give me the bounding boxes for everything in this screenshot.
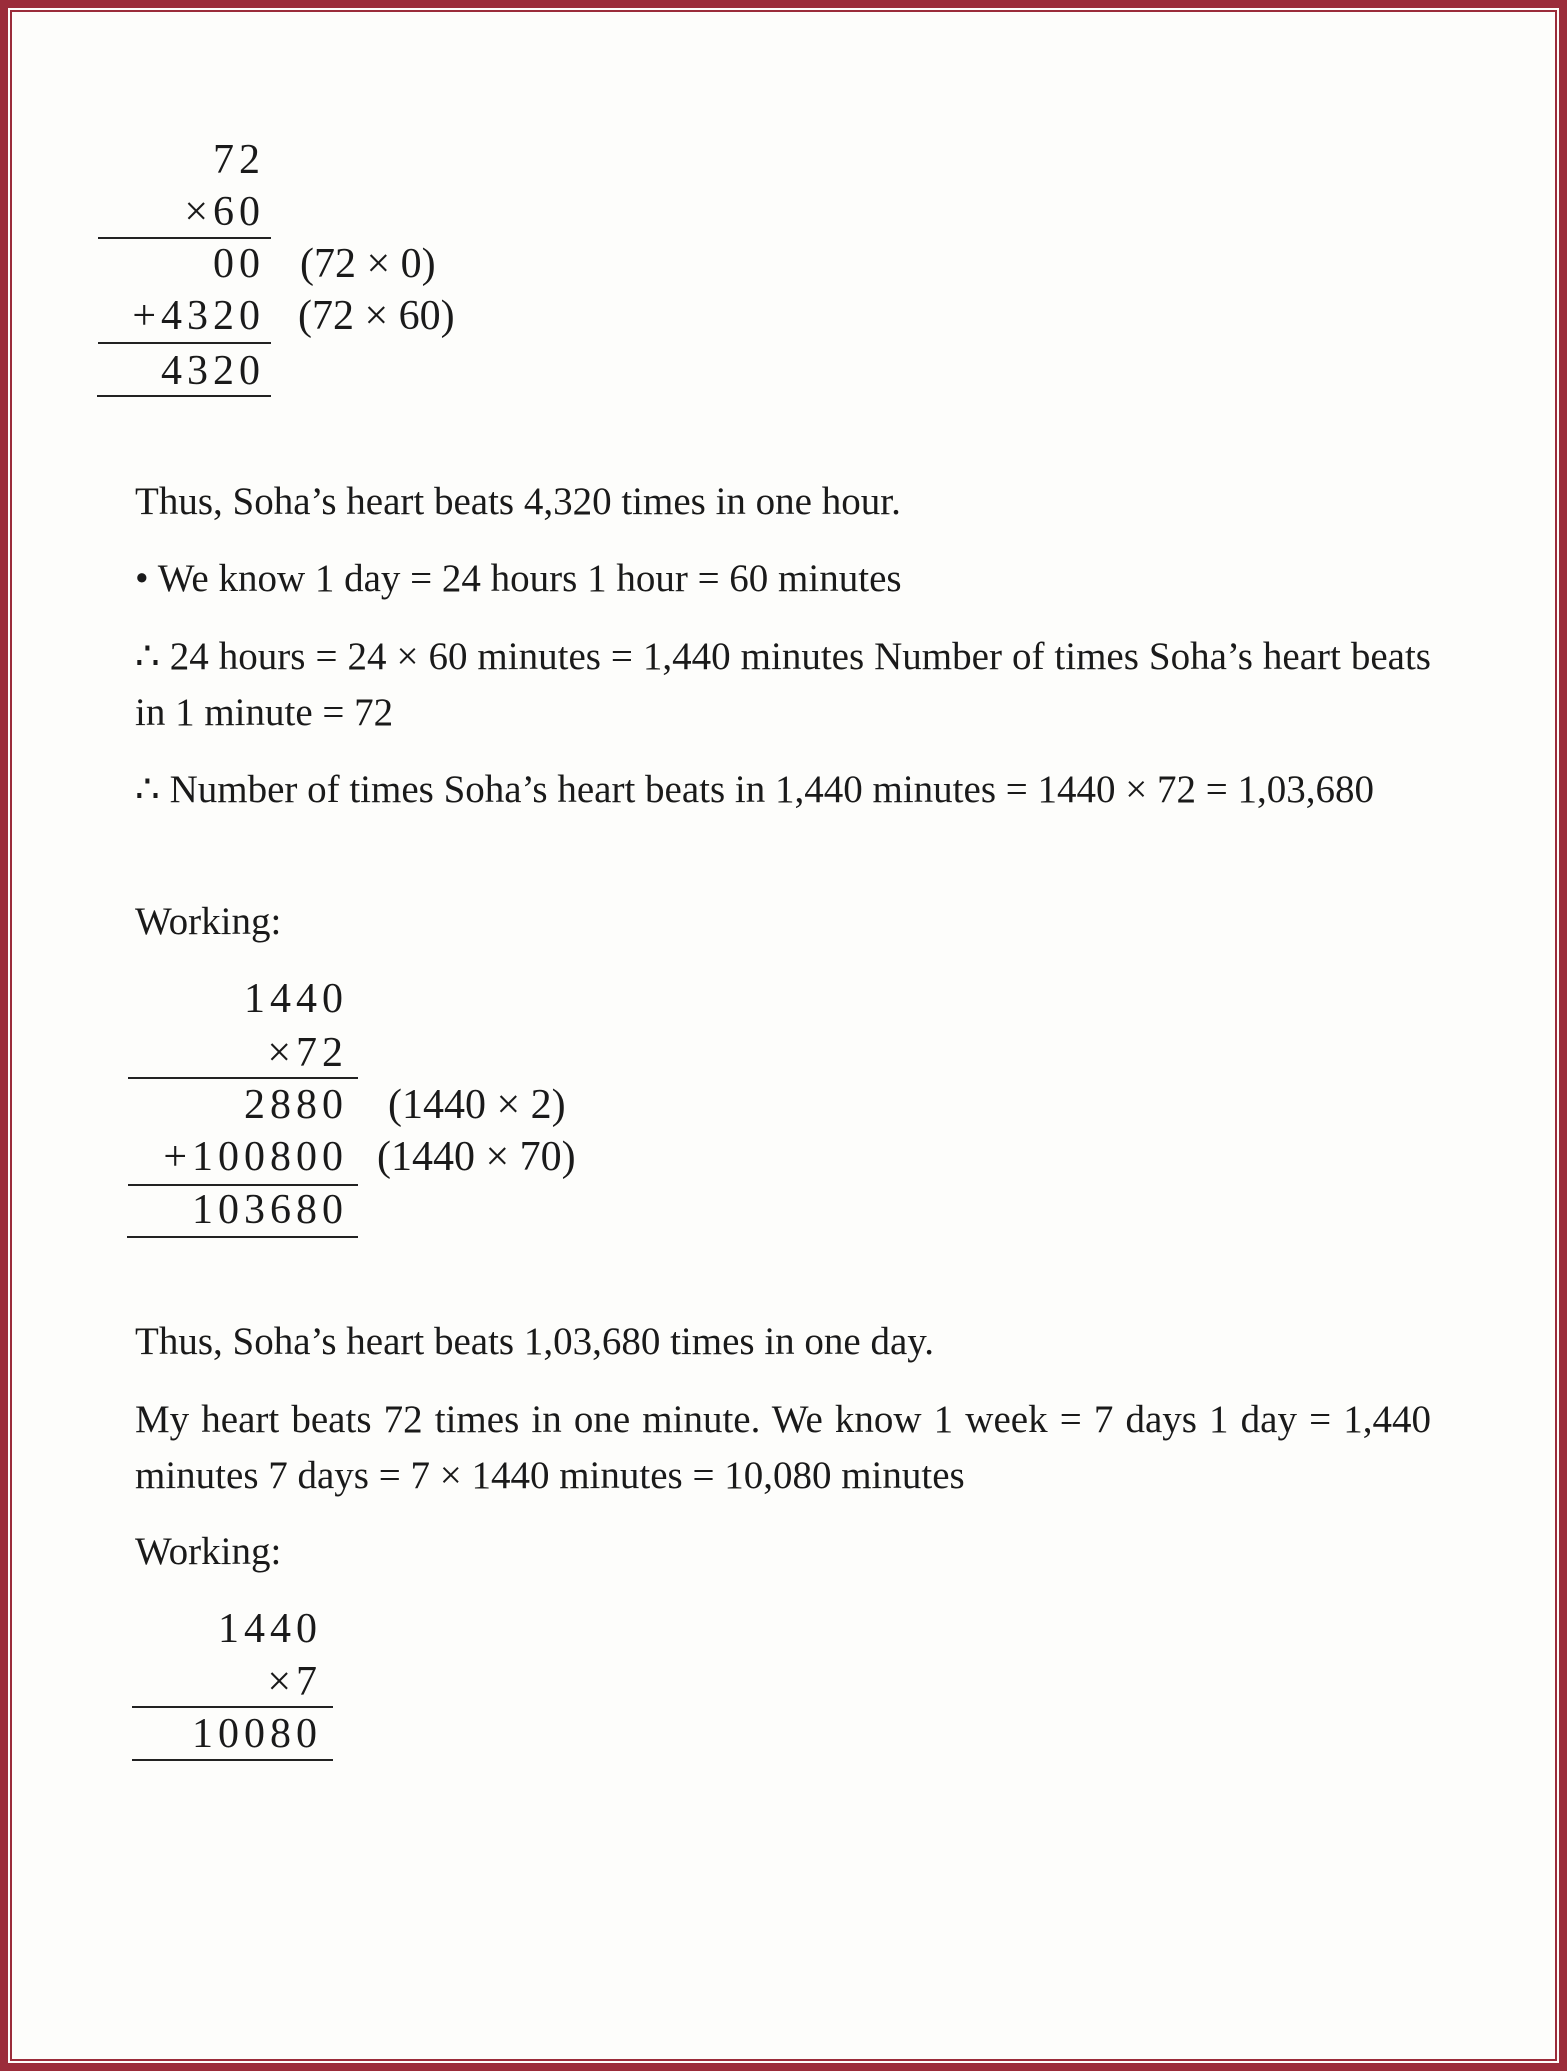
partial-product: +4320 xyxy=(132,293,265,339)
multiplicand: 1440 xyxy=(244,976,348,1022)
rule xyxy=(127,1236,358,1238)
paragraph: Thus, Soha’s heart beats 1,03,680 times in one day. xyxy=(135,1320,935,1363)
partial-note: (1440 × 2) xyxy=(388,1082,566,1128)
partial-note: (72 × 60) xyxy=(298,293,455,339)
rule xyxy=(98,342,271,344)
partial-note: (72 × 0) xyxy=(300,241,436,287)
multiplicand: 1440 xyxy=(218,1606,322,1652)
partial-note: (1440 × 70) xyxy=(377,1134,576,1180)
product: 103680 xyxy=(192,1187,348,1233)
partial-product: 00 xyxy=(213,241,265,287)
rule xyxy=(132,1706,333,1708)
paragraph: Thus, Soha’s heart beats 4,320 times in one hour. xyxy=(135,480,901,523)
working-label: Working: xyxy=(135,900,282,943)
multiplicand: 72 xyxy=(213,137,265,183)
paragraph: My heart beats 72 times in one minute. We know 1 week = 7 days 1 day = 1,440 minutes 7 days = 7 × 1440 minutes = 10,080 minutes xyxy=(135,1398,1431,1497)
product: 10080 xyxy=(192,1711,322,1757)
product: 4320 xyxy=(161,348,265,394)
multiplier: ×7 xyxy=(267,1659,322,1705)
rule xyxy=(132,1759,333,1761)
paragraph: • We know 1 day = 24 hours 1 hour = 60 minutes xyxy=(135,557,902,600)
partial-product: +100800 xyxy=(163,1134,348,1180)
working-label: Working: xyxy=(135,1530,282,1573)
rule xyxy=(97,395,271,397)
multiplier: ×60 xyxy=(184,189,265,235)
paragraph: ∴ 24 hours = 24 × 60 minutes = 1,440 minutes Number of times Soha’s heart beats in 1 minute = 72 xyxy=(135,635,1431,734)
partial-product: 2880 xyxy=(244,1082,348,1128)
paragraph: ∴ Number of times Soha’s heart beats in 1,440 minutes = 1440 × 72 = 1,03,680 xyxy=(135,768,1374,811)
rule xyxy=(128,1077,358,1079)
multiplier: ×72 xyxy=(267,1030,348,1076)
